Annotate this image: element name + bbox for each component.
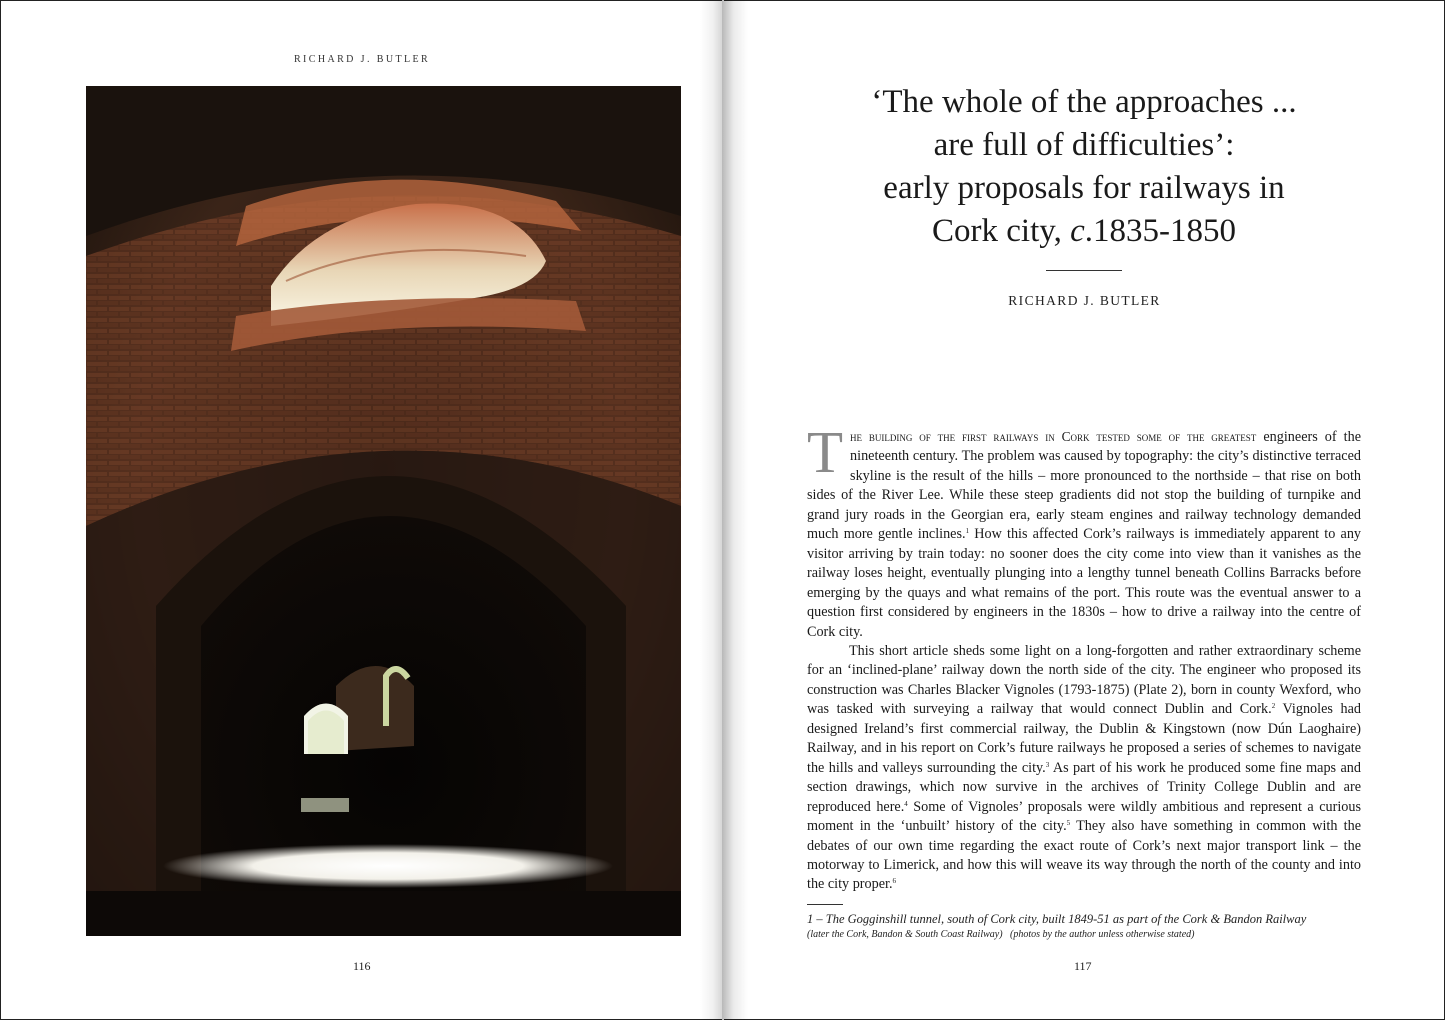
paragraph-1-text-b: How this affected Cork’s railways is immediately apparent to any visitor arriving by train today: no sooner does the city come into view than it vanishes as the railway loses height, eventually plunging into a lengthy tunnel beneath Collins Barracks before emerging by the quays and what remains of the port. This route was the eventual answer to a question first considered by engineers in the 1830s – how to drive a railway into the centre of Cork city. xyxy=(807,526,1362,640)
right-page xyxy=(724,0,1445,1020)
paragraph-2-text-b: Vignoles had designed Ireland’s first commercial railway, the Dublin & Kingstown (now Dún Laoghaire) Railway, and in his report on Cork’s future railways he proposed a series of schemes to navigate the hills and valleys surrounding the city. xyxy=(807,701,1362,776)
footnote-ref-1: 1 xyxy=(965,527,970,536)
paragraph-2-text-e: They also have something in common with the debates of our own time regarding the exact route of Cork’s next major transport link – the motorway to Limerick, and how this will weave its way through the north of the county and into the city proper. xyxy=(807,818,1362,893)
gutter-shadow-left xyxy=(700,0,722,1020)
caption-divider xyxy=(807,904,843,905)
footnote-ref-2: 2 xyxy=(1271,702,1276,711)
title-line-2: are full of difficulties’: xyxy=(933,127,1235,163)
footnote-ref-5: 5 xyxy=(1066,819,1071,828)
page-number-right: 117 xyxy=(1074,959,1092,973)
footnote-ref-3: 3 xyxy=(1045,760,1050,769)
paragraph-1-text-a: engineers of the nineteenth century. The problem was caused by topography: the city’s distinctive terraced skyline is the result of the hills – more pronounced to the northside – that rise on both sides of the River Lee. While these steep gradients did not stop the building of turnpike and grand jury roads in the Georgian era, early steam engines and railway technology demanded much more gentle inclines. xyxy=(807,429,1362,543)
title-line-1: ‘The whole of the approaches ... xyxy=(871,84,1297,120)
gutter-shadow-right xyxy=(722,0,748,1020)
title-circa: c xyxy=(1070,213,1085,249)
article-title xyxy=(824,81,1344,253)
tunnel-photo-image xyxy=(86,86,681,936)
title-line-4-prefix: Cork city, xyxy=(932,213,1071,249)
left-page xyxy=(0,0,722,1020)
paragraph-2-text-a: This short article sheds some light on a long-forgotten and rather extraordinary scheme for an ‘inclined-plane’ railway down the north side of the city. The engineer who proposed its construction was Charles Blacker Vignoles (1793-1875) (Plate 2), born in county Wexford, who was tasked with surveying a railway that would connect Dublin and Cork. xyxy=(807,642,1361,718)
railway-tunnel-photo xyxy=(86,86,681,936)
paragraph-2 xyxy=(807,642,1361,895)
article-body xyxy=(807,419,1362,895)
footnote-ref-4: 4 xyxy=(904,799,908,808)
opening-smallcaps: he building of the first railways in Cork tested some of the greatest xyxy=(850,429,1257,444)
footnote-ref-6: 6 xyxy=(892,877,896,886)
title-line-4 xyxy=(824,210,1344,253)
paragraph-2-text-c: As part of his work he produced some fine maps and section drawings, which now survive in the archives of Trinity College Dublin and are reproduced here. xyxy=(807,759,1361,815)
author-byline: RICHARD J. BUTLER xyxy=(1008,293,1161,308)
caption-line-1: 1 – The Gogginshill tunnel, south of Cork city, built 1849-51 as part of the Cork & Bandon Railway xyxy=(807,912,1307,926)
title-divider xyxy=(1046,270,1122,271)
title-line-4-suffix: .1835-1850 xyxy=(1084,213,1236,249)
paragraph-1 xyxy=(807,419,1362,642)
caption-line-2: (later the Cork, Bandon & South Coast Railway) (photos by the author unless otherwise stated) xyxy=(807,929,1195,940)
title-line-3: early proposals for railways in xyxy=(883,170,1285,206)
drop-cap: T xyxy=(807,419,844,485)
page-number-left: 116 xyxy=(353,959,371,973)
figure-caption xyxy=(807,911,1387,943)
paragraph-2-text-d: Some of Vignoles’ proposals were wildly ambitious and represent a curious moment in the ‘unbuilt’ history of the city. xyxy=(807,798,1361,835)
running-head: RICHARD J. BUTLER xyxy=(293,54,431,65)
